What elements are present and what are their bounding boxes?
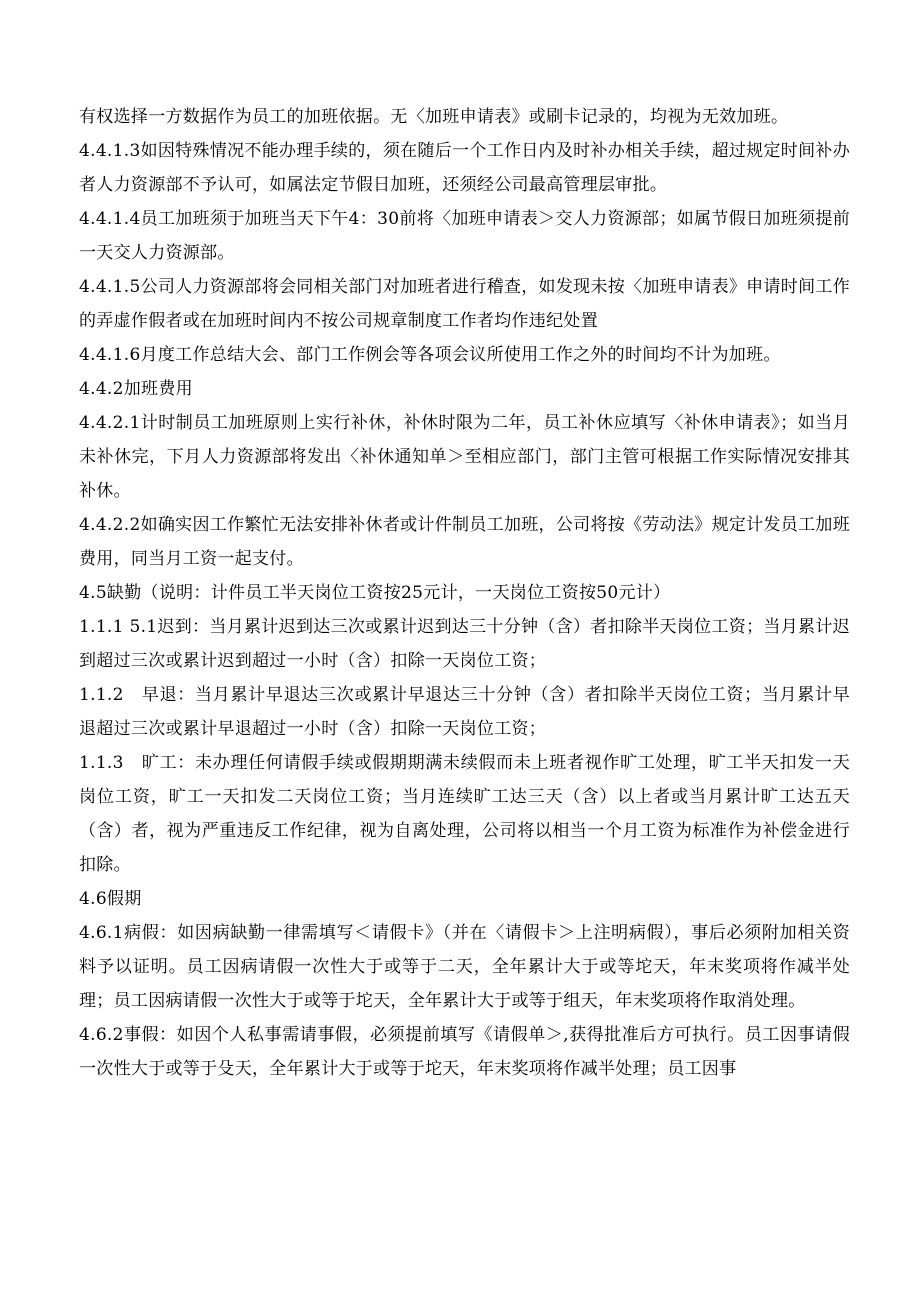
paragraph-4-6-1-sick-leave: 4.6.1病假：如因病缺勤一律需填写＜请假卡》（并在〈请假卡＞上注明病假），事后必须附加相关资料予以证明。员工因病请假一次性大于或等于二天，全年累计大于或等坨天，年末奖项将作减半处理；员工因病请假一次性大于或等于坨天，全年累计大于或等于组天，年末奖项将作取消处理。: [79, 923, 850, 1011]
heading-4-5: 4.5缺勤（说明：计件员工半天岗位工资按25元计，一天岗位工资按50元计）: [79, 583, 671, 603]
paragraph-1-1-1-late: 1.1.1 5.1迟到：当月累计迟到达三次或累计迟到达三十分钟（含）者扣除半天岗位工资；当月累计迟到超过三次或累计迟到超过一小时（含）扣除一天岗位工资；: [79, 617, 850, 671]
paragraph-4-4-1-3: 4.4.1.3如因特殊情况不能办理手续的，须在随后一个工作日内及时补办相关手续，超过规定时间补办者人力资源部不予认可，如属法定节假日加班，还须经公司最高管理层审批。: [79, 141, 850, 195]
paragraph-4-4-1-4: 4.4.1.4员工加班须于加班当天下午4：30前将〈加班申请表＞交人力资源部；如属节假日加班须提前一天交人力资源部。: [79, 209, 850, 263]
paragraph-4-4-2-2: 4.4.2.2如确实因工作繁忙无法安排补休者或计件制员工加班，公司将按《劳动法》规定计发员工加班费用，同当月工资一起支付。: [79, 515, 850, 569]
paragraph-4-4-1-6: 4.4.1.6月度工作总结大会、部门工作例会等各项会议所使用工作之外的时间均不计为加班。: [79, 345, 781, 365]
heading-4-4-2: 4.4.2加班费用: [79, 379, 193, 399]
paragraph-1-1-3-absence: 1.1.3 旷工：未办理任何请假手续或假期期满未续假而未上班者视作旷工处理，旷工半天扣发一天岗位工资，旷工一天扣发二天岗位工资；当月连续旷工达三天（含）以上者或当月累计旷工达五天（含）者，视为严重违反工作纪律，视为自离处理，公司将以相当一个月工资为标准作为补偿金进行扣除。: [79, 753, 850, 875]
paragraph-4-4-2-1: 4.4.2.1计时制员工加班原则上实行补休，补休时限为二年，员工补休应填写〈补休申请表》；如当月未补休完，下月人力资源部将发出〈补休通知单＞至相应部门，部门主管可根据工作实际情况安排其补休。: [79, 413, 850, 501]
paragraph-overtime-basis: 有权选择一方数据作为员工的加班依据。无〈加班申请表》或刷卡记录的，均视为无效加班。: [79, 107, 789, 127]
heading-4-6: 4.6假期: [79, 889, 142, 909]
paragraph-4-4-1-5: 4.4.1.5公司人力资源部将会同相关部门对加班者进行稽查，如发现未按〈加班申请表》申请时间工作的弄虚作假者或在加班时间内不按公司规章制度工作者均作违纪处置: [79, 277, 850, 331]
paragraph-4-6-2-personal-leave: 4.6.2事假：如因个人私事需请事假，必须提前填写《请假单＞,获得批准后方可执行。员工因事请假一次性大于或等于殳天，全年累计大于或等于坨天，年末奖项将作减半处理；员工因事: [79, 1025, 850, 1079]
paragraph-1-1-2-early-leave: 1.1.2 早退：当月累计早退达三次或累计早退达三十分钟（含）者扣除半天岗位工资；当月累计早退超过三次或累计早退超过一小时（含）扣除一天岗位工资；: [79, 685, 850, 739]
